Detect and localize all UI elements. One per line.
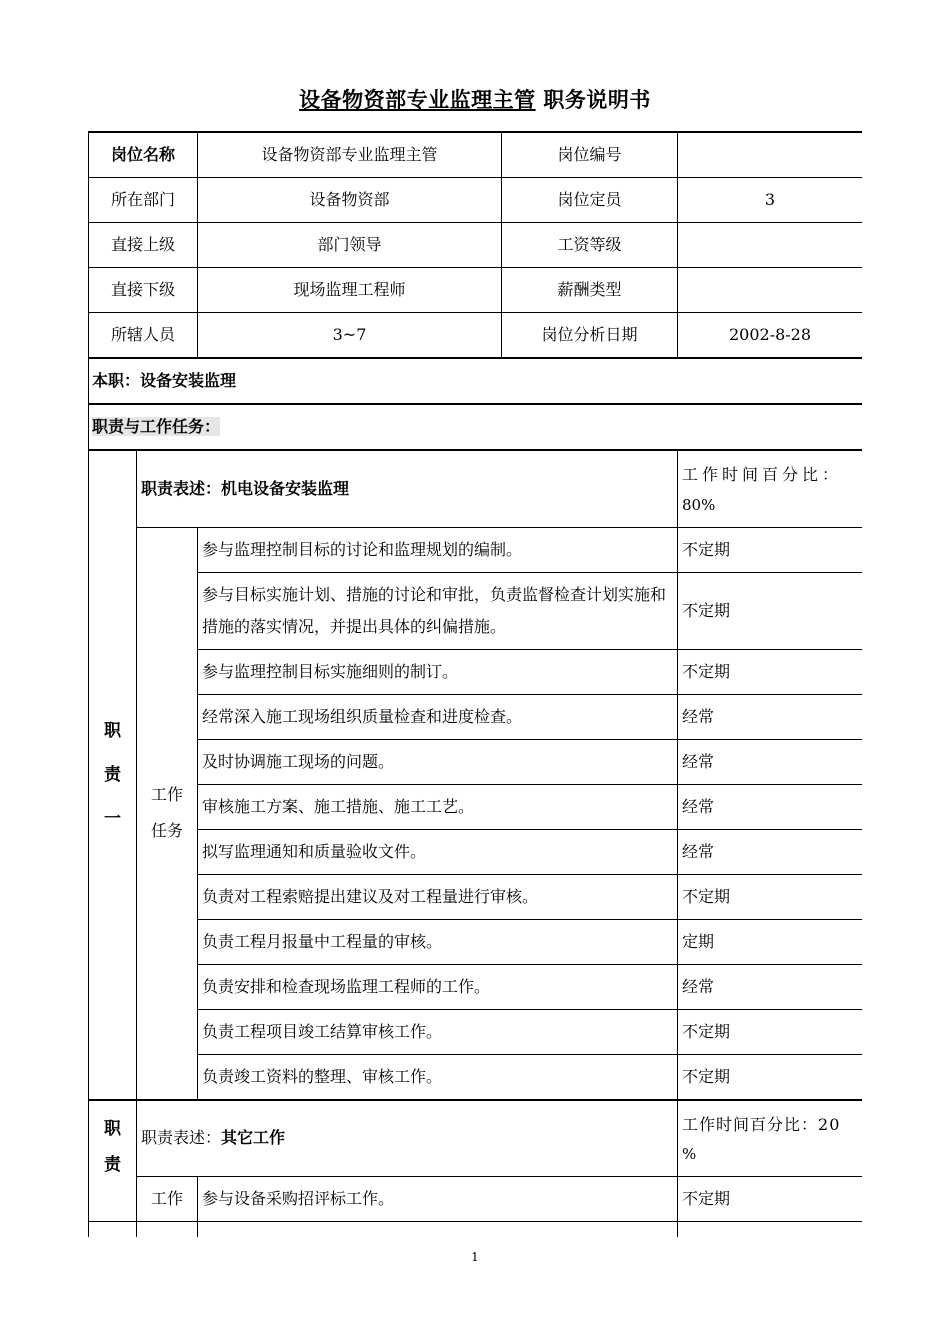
task-text: 负责对工程索赔提出建议及对工程量进行审核。	[198, 874, 678, 919]
task-text: 参与目标实施计划、措施的讨论和审批，负责监督检查计划实施和措施的落实情况，并提出具体的纠偏措施。	[198, 572, 678, 649]
task-row	[89, 784, 863, 829]
task-frequency: 经常	[678, 784, 862, 829]
task-row	[89, 874, 863, 919]
duties-heading: 职责与工作任务：	[92, 417, 221, 436]
task-row	[89, 1177, 863, 1222]
document-title	[0, 84, 950, 114]
task-frequency: 经常	[678, 829, 862, 874]
header-value	[678, 223, 862, 268]
header-value: 2002-8-28	[678, 313, 862, 359]
header-value: 3	[678, 178, 862, 223]
task-text: 拟写监理通知和质量验收文件。	[198, 829, 678, 874]
task-frequency: 不定期	[678, 527, 862, 572]
task-text: 参与设备采购招评标工作。	[198, 1177, 678, 1222]
duty1-side-label: 职 责 一	[89, 450, 137, 1100]
header-row	[89, 223, 863, 268]
task-frequency: 经常	[678, 964, 862, 1009]
task-text: 审核施工方案、施工措施、施工工艺。	[198, 784, 678, 829]
header-label: 直接上级	[89, 223, 198, 268]
title-main: 设备物资部专业监理主管	[299, 88, 536, 112]
task-row	[89, 919, 863, 964]
task-text: 负责工程项目竣工结算审核工作。	[198, 1009, 678, 1054]
task-row	[89, 1009, 863, 1054]
header-row	[89, 313, 863, 359]
header-label: 岗位分析日期	[502, 313, 678, 359]
header-value: 部门领导	[198, 223, 502, 268]
task-frequency: 不定期	[678, 1009, 862, 1054]
task-text: 及时协调施工现场的问题。	[198, 739, 678, 784]
main-duty-row	[89, 358, 863, 404]
duty2-description-label: 职责表述：	[141, 1128, 222, 1148]
task-text: 负责工程月报量中工程量的审核。	[198, 919, 678, 964]
task-row	[89, 1054, 863, 1100]
header-label: 薪酬类型	[502, 268, 678, 313]
header-label: 工资等级	[502, 223, 678, 268]
task-text: 参与监理控制目标的讨论和监理规划的编制。	[198, 527, 678, 572]
main-duty: 本职：设备安装监理	[89, 358, 863, 404]
header-label: 岗位定员	[502, 178, 678, 223]
title-suffix: 职务说明书	[543, 88, 651, 112]
task-row	[89, 964, 863, 1009]
task-frequency: 定期	[678, 919, 862, 964]
header-row	[89, 268, 863, 313]
header-value: 设备物资部专业监理主管	[198, 132, 502, 178]
task-text: 参与监理控制目标实施细则的制订。	[198, 649, 678, 694]
header-label: 直接下级	[89, 268, 198, 313]
task-row	[89, 649, 863, 694]
header-value	[678, 268, 862, 313]
duty1-description-label: 职责表述：	[141, 478, 222, 498]
header-value: 3~7	[198, 313, 502, 359]
task-frequency: 不定期	[678, 1177, 862, 1222]
duty2-description-row	[89, 1100, 863, 1177]
header-label: 岗位编号	[502, 132, 678, 178]
duty1-description: 机电设备安装监理	[221, 478, 350, 498]
task-frequency: 不定期	[678, 572, 862, 649]
task-frequency: 经常	[678, 739, 862, 784]
header-value: 现场监理工程师	[198, 268, 502, 313]
header-value: 设备物资部	[198, 178, 502, 223]
header-label: 所辖人员	[89, 313, 198, 359]
task-row	[89, 694, 863, 739]
task-row	[89, 572, 863, 649]
duty1-description-row	[89, 450, 863, 527]
duty1-time-percent: 工作时间百分比： 80%	[678, 450, 862, 527]
task-row	[89, 829, 863, 874]
task-row	[89, 739, 863, 784]
page-number: 1	[471, 1250, 479, 1264]
task-frequency: 不定期	[678, 1054, 862, 1100]
duty2-time-percent: 工作时间百分比：20 %	[678, 1100, 862, 1177]
duty2-side-label: 职 责	[89, 1100, 137, 1222]
task-frequency: 不定期	[678, 874, 862, 919]
task-text: 经常深入施工现场组织质量检查和进度检查。	[198, 694, 678, 739]
header-value	[678, 132, 862, 178]
header-label: 岗位名称	[89, 132, 198, 178]
task-frequency: 经常	[678, 694, 862, 739]
header-label: 所在部门	[89, 178, 198, 223]
duty1-task-label: 工作 任务	[137, 527, 198, 1100]
duties-heading-row	[89, 404, 863, 450]
duty2-description: 其它工作	[221, 1128, 286, 1148]
task-text: 负责竣工资料的整理、审核工作。	[198, 1054, 678, 1100]
task-row	[89, 527, 863, 572]
header-row	[89, 132, 863, 178]
job-description-table	[88, 131, 862, 1237]
duty2-task-label: 工作	[137, 1177, 198, 1222]
task-frequency: 不定期	[678, 649, 862, 694]
task-text: 负责安排和检查现场监理工程师的工作。	[198, 964, 678, 1009]
header-row	[89, 178, 863, 223]
